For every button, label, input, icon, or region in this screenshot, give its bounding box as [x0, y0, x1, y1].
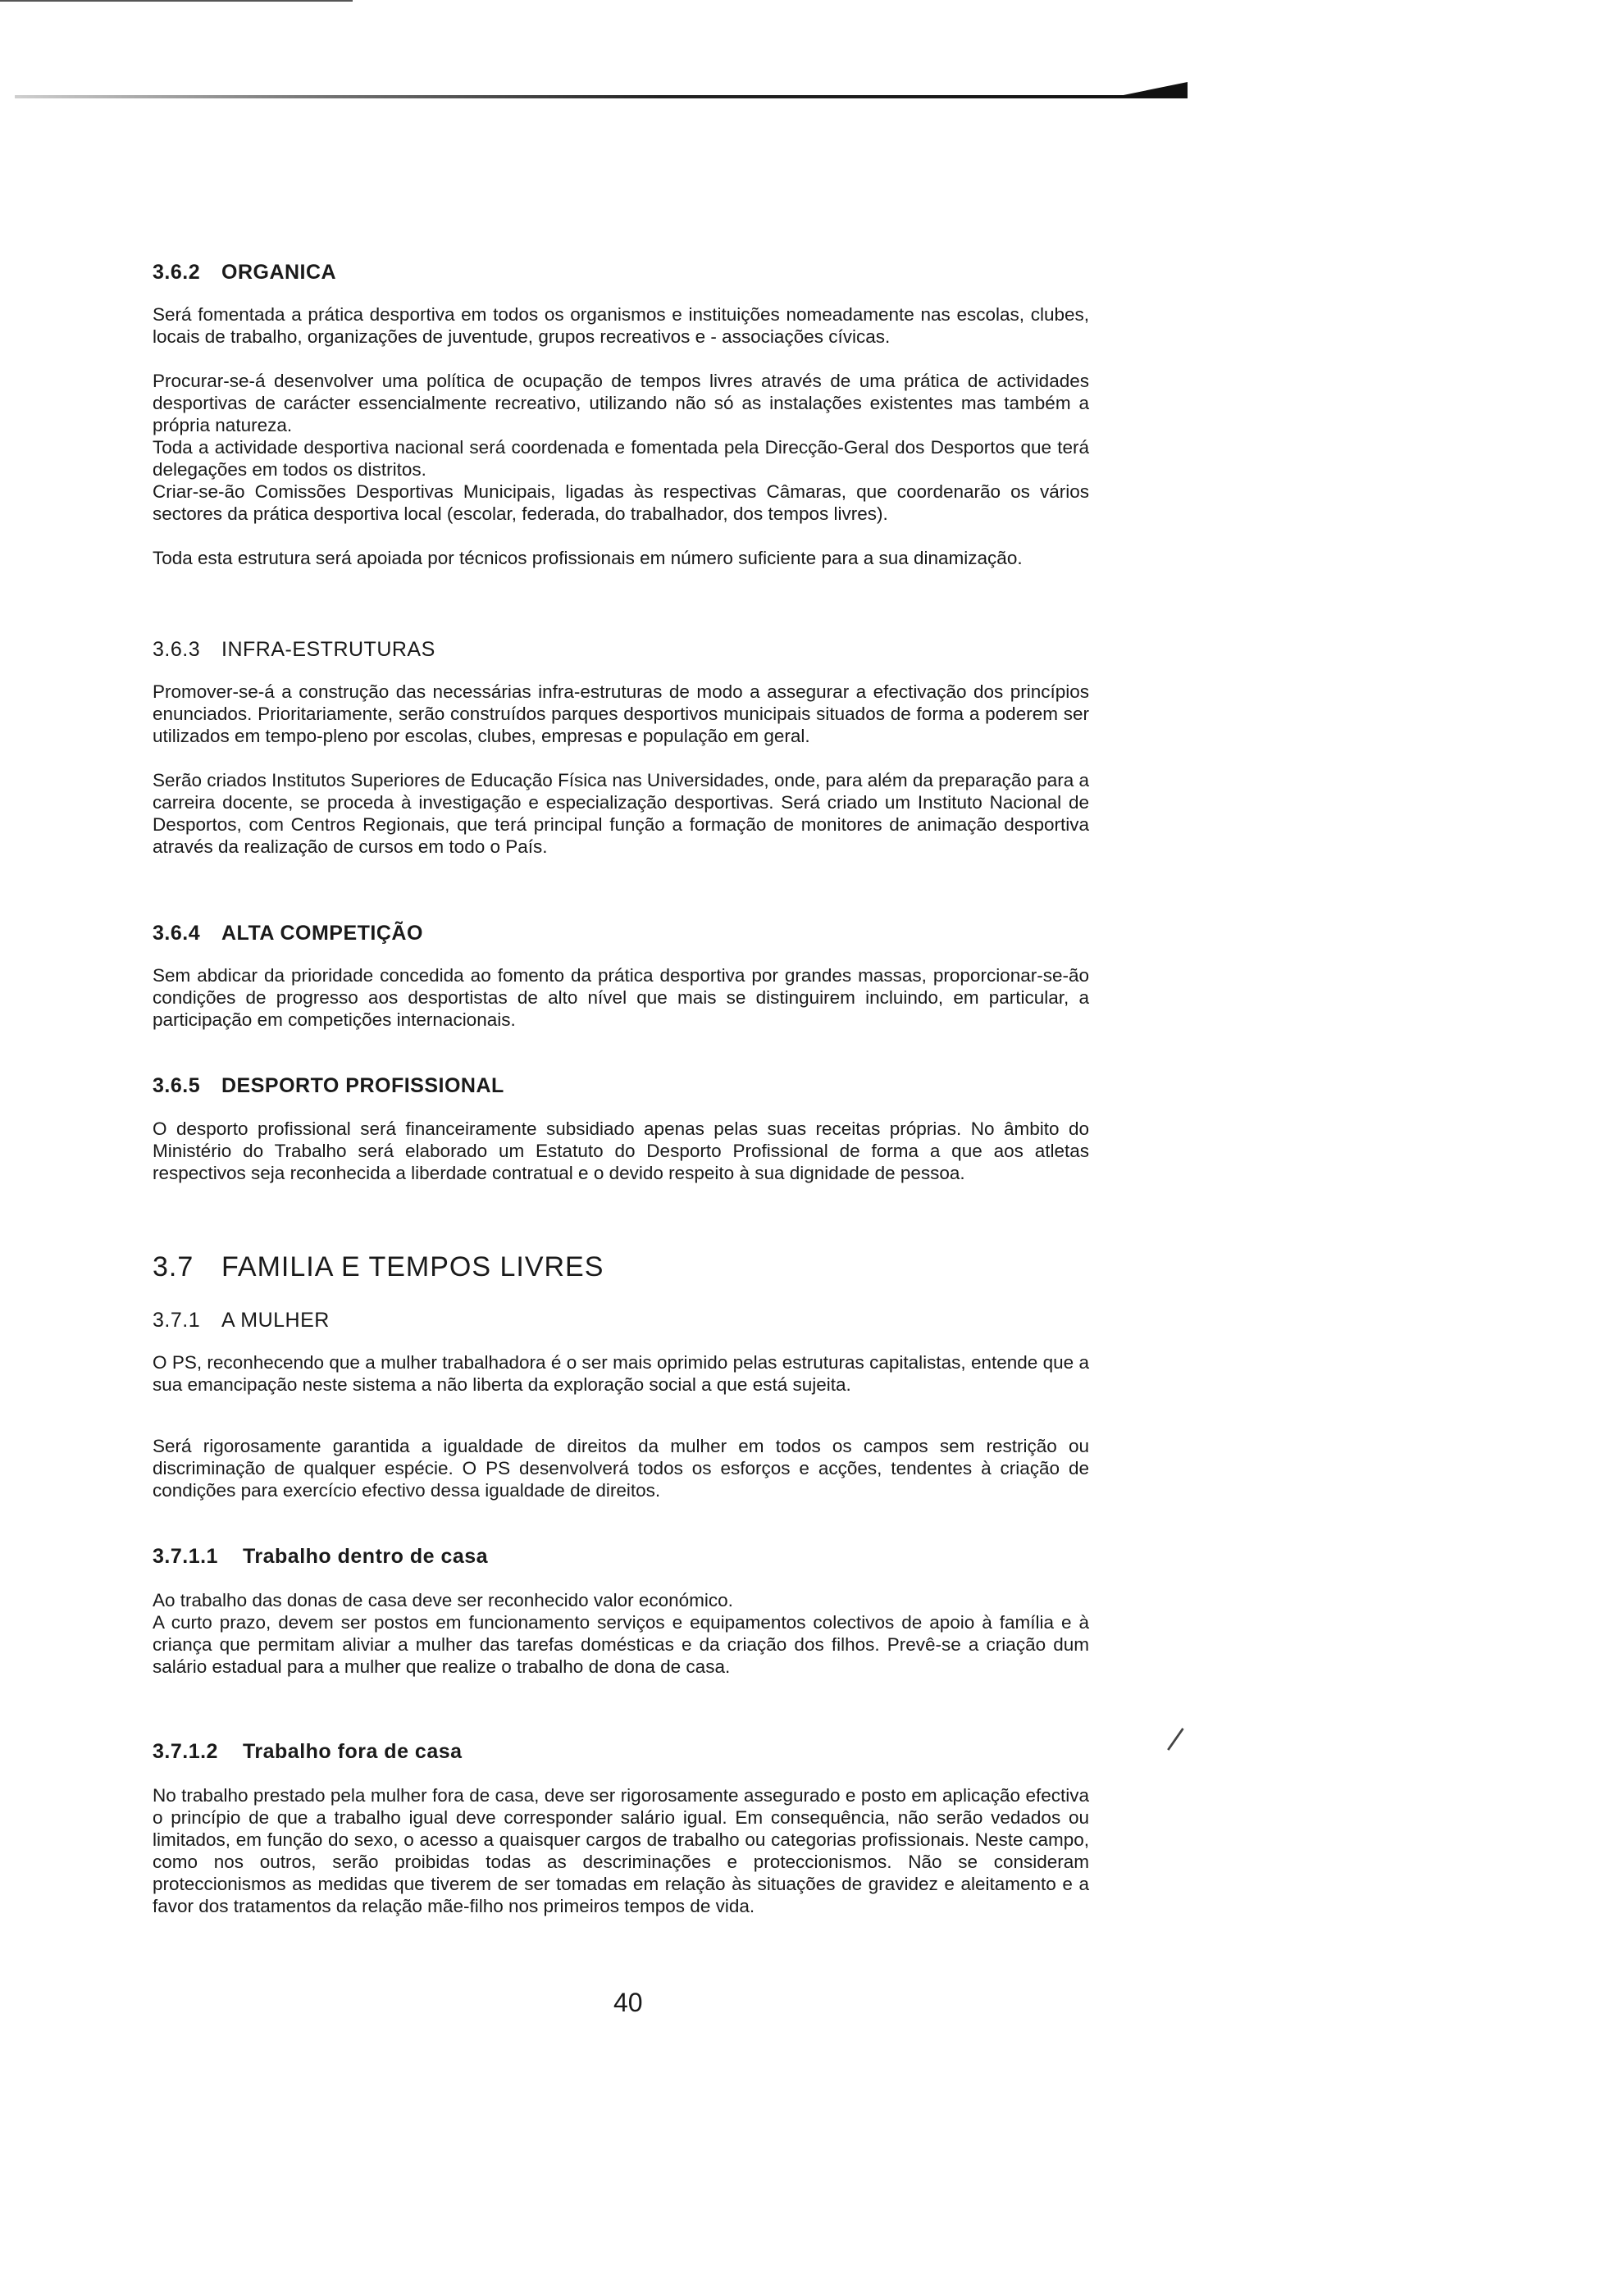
section-title: Trabalho fora de casa [243, 1740, 463, 1763]
paragraph: Criar-se-ão Comissões Desportivas Municipais, ligadas às respectivas Câmaras, que coordenarão os vários sectores da prática desportiva local (escolar, federada, do trabalhador, dos tempos livres). [153, 481, 1089, 524]
section-number: 3.6.3 [153, 638, 201, 661]
paragraph: A curto prazo, devem ser postos em funcionamento serviços e equipamentos colectivos de apoio à família e à criança que permitam aliviar a mulher das tarefas domésticas e da criação dos filhos. Prevê-se a criação dum salário estadual para a mulher que realize o trabalho de dona de casa. [153, 1612, 1089, 1677]
section-number: 3.7.1.2 [153, 1740, 218, 1763]
section-heading-365 [153, 1074, 504, 1098]
section-number: 3.6.4 [153, 922, 201, 945]
section-heading-371 [153, 1309, 330, 1332]
section-title: ALTA COMPETIÇÃO [221, 922, 423, 945]
scan-mark: | [1165, 1722, 1189, 1753]
paragraph: Promover-se-á a construção das necessárias infra-estruturas de modo a assegurar a efectivação dos princípios enunciados. Prioritariamente, serão construídos parques desportivos municipais situados de forma a poderem ser utilizados em tempo-pleno por escolas, clubes, empresas e população em geral. [153, 681, 1089, 746]
section-heading-3711 [153, 1545, 488, 1569]
section-number: 3.6.2 [153, 261, 201, 284]
section-heading-3712 [153, 1740, 463, 1764]
section-number: 3.7.1.1 [153, 1545, 218, 1568]
section-title: INFRA-ESTRUTURAS [221, 638, 435, 661]
section-title: Trabalho dentro de casa [243, 1545, 489, 1568]
paragraph: No trabalho prestado pela mulher fora de casa, deve ser rigorosamente assegurado e posto em aplicação efectiva o princípio de que a trabalho igual deve corresponder salário igual. Em consequência, não serão vedados ou limitados, em função do sexo, o acesso a quaisquer cargos de trabalho ou categorias profissionais. Neste campo, como nos outros, serão proibidas todas as descriminações e proteccionismos. Não se consideram proteccionismos as medidas que tiverem de ser tomadas em relação às situações de gravidez e aleitamento e a favor dos tratamentos da relação mãe-filho nos primeiros tempos de vida. [153, 1785, 1089, 1916]
section-heading-364 [153, 922, 423, 945]
section-title: FAMILIA E TEMPOS LIVRES [221, 1251, 604, 1282]
page-number: 40 [613, 1988, 643, 2017]
paragraph: Será rigorosamente garantida a igualdade de direitos da mulher em todos os campos sem restrição ou discriminação de qualquer espécie. O PS desenvolverá todos os esforços e acções, tendentes à criação de condições para exercício efectivo dessa igualdade de direitos. [153, 1436, 1089, 1501]
header-rule [15, 95, 1188, 98]
paragraph: Toda a actividade desportiva nacional será coordenada e fomentada pela Direcção-Geral dos Desportos que terá delegações em todos os distritos. [153, 437, 1089, 480]
paragraph: O desporto profissional será financeiramente subsidiado apenas pelas suas receitas próprias. No âmbito do Ministério do Trabalho será elaborado um Estatuto do Desporto Profissional de forma a que aos atletas respectivos seja reconhecida a liberdade contratual e o devido respeito à sua dignidade de pessoa. [153, 1118, 1089, 1183]
paragraph: Sem abdicar da prioridade concedida ao fomento da prática desportiva por grandes massas, proporcionar-se-ão condições de progresso aos desportistas de alto nível que mais se distinguirem incluindo, em particular, a participação em competições internacionais. [153, 965, 1089, 1030]
paragraph: O PS, reconhecendo que a mulher trabalhadora é o ser mais oprimido pelas estruturas capitalistas, entende que a sua emancipação neste sistema a não liberta da exploração social a que está sujeita. [153, 1352, 1089, 1395]
section-title: DESPORTO PROFISSIONAL [221, 1074, 504, 1097]
paragraph: Toda esta estrutura será apoiada por técnicos profissionais em número suficiente para a sua dinamização. [153, 548, 1023, 568]
paragraph: Ao trabalho das donas de casa deve ser reconhecido valor económico. [153, 1590, 733, 1610]
paragraph: Procurar-se-á desenvolver uma política de ocupação de tempos livres através de uma prática de actividades desportivas de carácter essencialmente recreativo, utilizando não só as instalações existentes mas também a própria natureza. [153, 371, 1089, 435]
section-number: 3.7.1 [153, 1309, 201, 1332]
section-heading-362 [153, 261, 336, 285]
paragraph: Será fomentada a prática desportiva em todos os organismos e instituições nomeadamente nas escolas, clubes, locais de trabalho, organizações de juventude, grupos recreativos e - associações cívicas. [153, 304, 1089, 347]
chapter-heading-37 [153, 1251, 604, 1283]
section-number: 3.6.5 [153, 1074, 201, 1097]
section-number: 3.7 [153, 1251, 194, 1282]
section-title: A MULHER [221, 1309, 330, 1332]
section-heading-363 [153, 638, 435, 662]
paragraph: Serão criados Institutos Superiores de Educação Física nas Universidades, onde, para além da preparação para a carreira docente, se proceda à investigação e especialização desportivas. Será criado um Instituto Nacional de Desportos, com Centros Regionais, que terá principal função a formação de monitores de animação desportiva através da realização de cursos em todo o País. [153, 770, 1089, 857]
scan-top-line [0, 0, 353, 2]
section-title: ORGANICA [221, 261, 337, 284]
